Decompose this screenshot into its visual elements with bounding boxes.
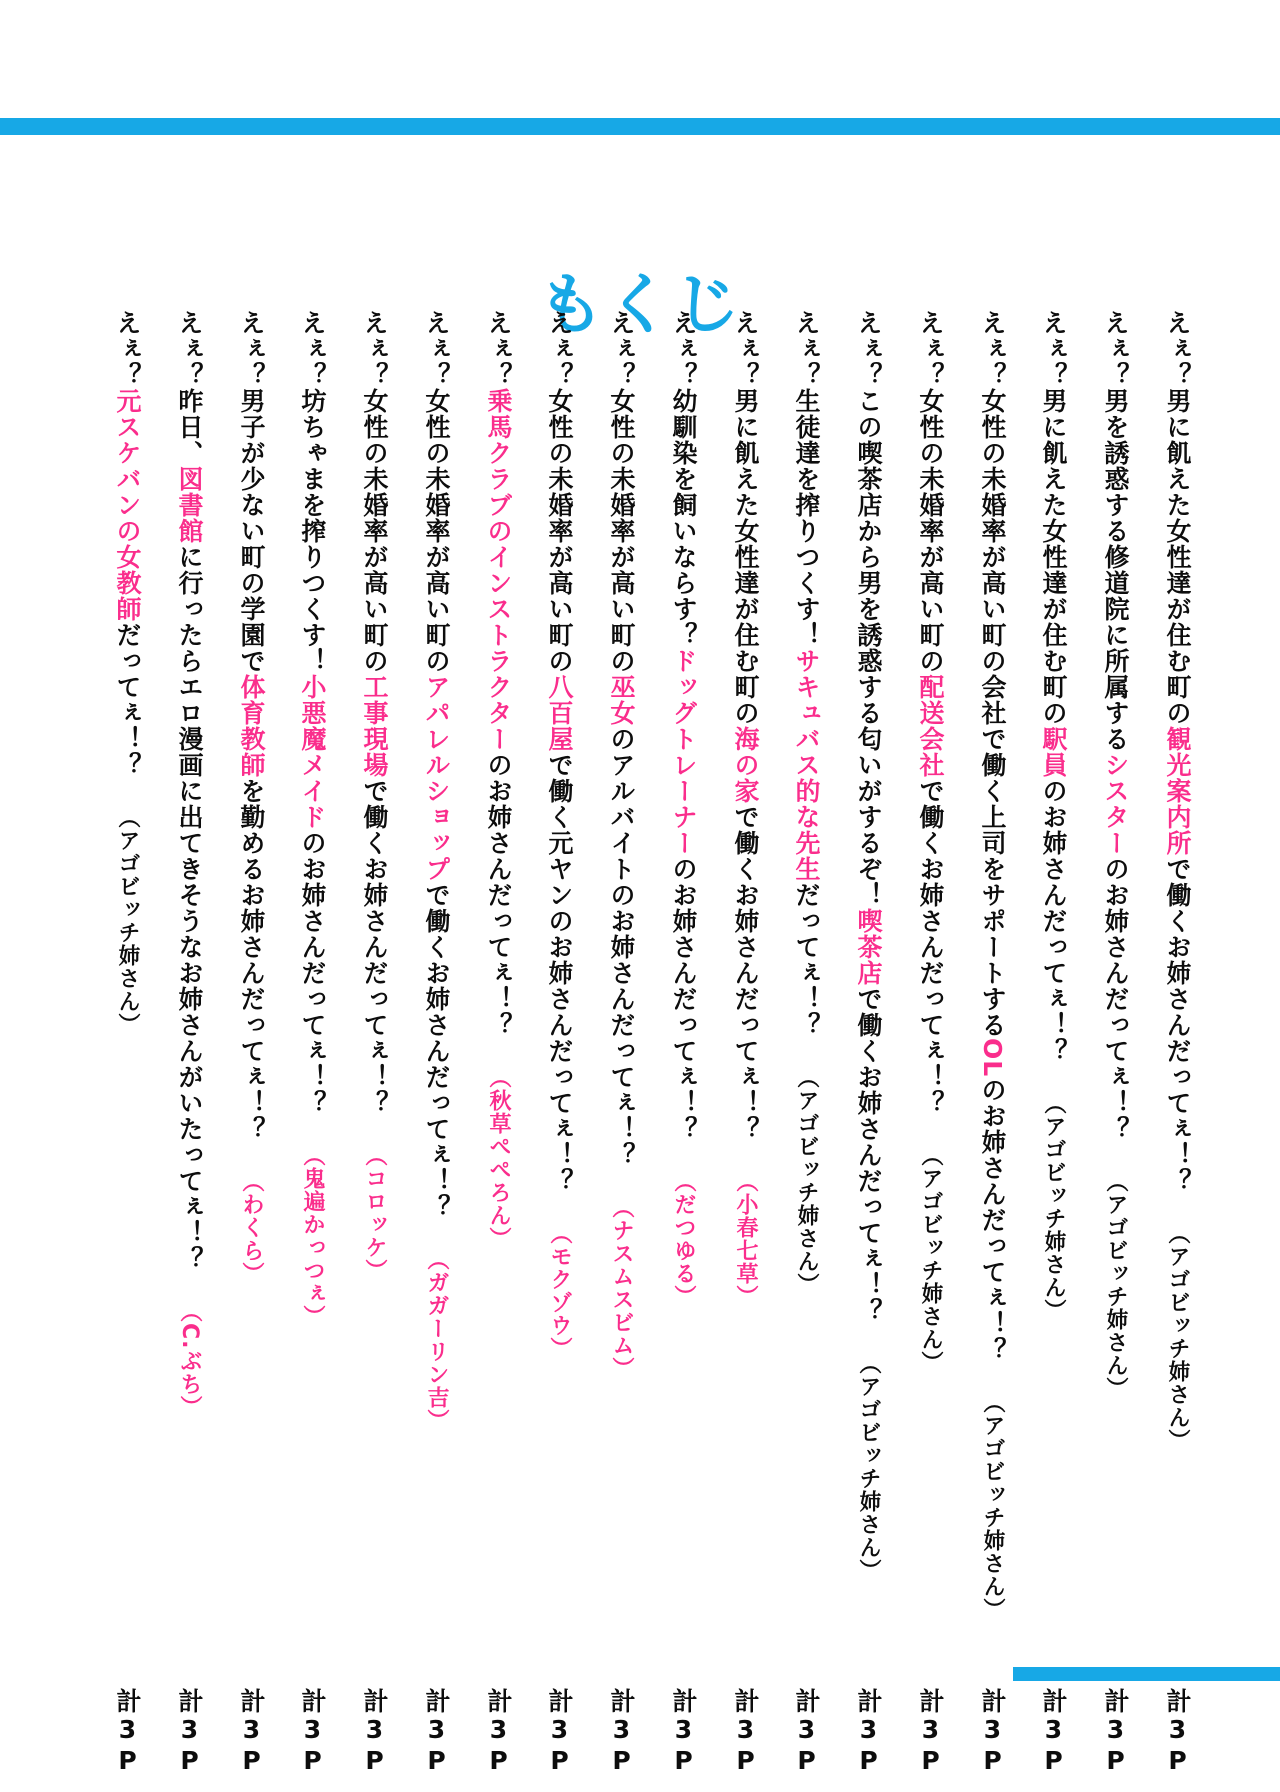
page-count: 計3P (916, 1688, 945, 1777)
entry-text: で働くお姉さんだってぇ！？ (916, 778, 945, 1116)
entry-text: のお姉さんだってぇ！？ (669, 856, 698, 1142)
entry-text: だってぇ！？ (792, 882, 821, 1038)
entry-text: のアルバイトのお姉さんだってぇ！？ (607, 726, 636, 1168)
toc-entry (851, 310, 881, 1710)
page-count: 計3P (669, 1688, 698, 1777)
toc-entry (1098, 310, 1128, 1710)
entry-text: えぇ？男に飢えた女性達が住む町の (731, 310, 760, 726)
entry-text: のお姉さんだってぇ！？ (298, 830, 327, 1116)
toc-entry (975, 310, 1005, 1710)
entry-text: えぇ？昨日、 (175, 310, 204, 466)
entry-text: えぇ？女性の未婚率が高い町の (607, 310, 636, 674)
entry-author-credit: （鬼遍かっつぇ） (300, 1144, 325, 1328)
entry-author-credit: （ガガーリン吉） (424, 1248, 449, 1432)
page-count: 計3P (237, 1688, 266, 1777)
entry-text: えぇ？男に飢えた女性達が住む町の (1039, 310, 1068, 726)
entry-author-credit: （アゴビッチ姉さん） (794, 1066, 819, 1296)
page-count: 計3P (298, 1688, 327, 1777)
toc-entry (234, 310, 264, 1710)
page-count: 計3P (175, 1688, 204, 1777)
entry-author-credit: （ナスムスビム） (609, 1196, 634, 1380)
entry-text: えぇ？男に飢えた女性達が住む町の (1163, 310, 1192, 726)
entry-highlight: 工事現場 (360, 674, 389, 778)
entry-highlight: 駅員 (1039, 726, 1068, 778)
entry-text: のお姉さんだってぇ！？ (484, 752, 513, 1038)
entry-highlight: 観光案内所 (1163, 726, 1192, 856)
page-count: 計3P (1039, 1688, 1068, 1777)
entry-highlight: サキュバス的な先生 (792, 648, 821, 882)
entry-text: で働くお姉さんだってぇ！？ (422, 882, 451, 1220)
entry-text: えぇ？女性の未婚率が高い町の (360, 310, 389, 674)
entry-text: で働くお姉さんだってぇ！？ (854, 986, 883, 1324)
entry-highlight: 体育教師 (237, 674, 266, 778)
top-rule-bar (0, 118, 1280, 135)
entry-highlight: 小悪魔メイド (298, 674, 327, 830)
entry-author-credit: （モクゾウ） (547, 1222, 572, 1360)
entry-text: のお姉さんだってぇ！？ (1039, 778, 1068, 1064)
toc-entry (295, 310, 325, 1710)
entry-text: えぇ？女性の未婚率が高い町の (422, 310, 451, 674)
toc-entry (542, 310, 572, 1710)
entry-highlight: 巫女 (607, 674, 636, 726)
entry-highlight: 海の家 (731, 726, 760, 804)
bottom-rule-bar (1013, 1667, 1280, 1681)
entry-text: を勤めるお姉さんだってぇ！？ (237, 778, 266, 1142)
entry-author-credit: （だつゆる） (671, 1170, 696, 1308)
entry-text: えぇ？幼馴染を飼いならす？ (669, 310, 698, 648)
entry-text: のお姉さんだってぇ！？ (978, 1077, 1007, 1364)
entry-author-credit: （小春七草） (733, 1170, 758, 1308)
entry-highlight: 配送会社 (916, 674, 945, 778)
entry-highlight: アパレルショップ (422, 674, 451, 882)
entry-author-credit: （アゴビッチ姉さん） (1041, 1092, 1066, 1322)
page-title: もくじ (538, 266, 742, 344)
page-count: 計3P (484, 1688, 513, 1777)
toc-entry (666, 310, 696, 1710)
entry-text: のお姉さんだってぇ！？ (1101, 856, 1130, 1142)
page-count: 計3P (113, 1688, 142, 1777)
entry-highlight: 乗馬クラブのインストラクター (484, 388, 513, 752)
entry-author-credit: （アゴビッチ姉さん） (1103, 1170, 1128, 1400)
page-count: 計3P (545, 1688, 574, 1777)
entry-text: えぇ？男を誘惑する修道院に所属する (1101, 310, 1130, 752)
entry-text: えぇ？ (484, 310, 513, 388)
page-count: 計3P (1101, 1688, 1130, 1777)
page-count: 計3P (1163, 1688, 1192, 1777)
toc-entry (1036, 310, 1066, 1710)
page-count: 計3P (360, 1688, 389, 1777)
entry-text: で働くお姉さんだってぇ！？ (360, 778, 389, 1116)
entry-author-credit: （アゴビッチ姉さん） (980, 1391, 1005, 1622)
toc-entry (604, 310, 634, 1710)
entry-author-credit: （アゴビッチ姉さん） (918, 1144, 943, 1374)
toc-entry (913, 310, 943, 1710)
entry-text: えぇ？坊ちゃまを搾りつくす！ (298, 310, 327, 674)
entry-text: で働くお姉さんだってぇ！？ (731, 804, 760, 1142)
entry-text: えぇ？女性の未婚率が高い町の (916, 310, 945, 674)
page-count: 計3P (978, 1688, 1007, 1777)
entry-highlight: OL (978, 1038, 1007, 1078)
entry-text: に行ったらエロ漫画に出てきそうなお姉さんがいたってぇ！？ (175, 544, 204, 1272)
entry-text: えぇ？ (113, 310, 142, 388)
page-count: 計3P (731, 1688, 760, 1777)
entry-text: えぇ？この喫茶店から男を誘惑する匂いがするぞ！ (854, 310, 883, 908)
toc-entry (357, 310, 387, 1710)
entry-text: で働くお姉さんだってぇ！？ (1163, 856, 1192, 1194)
entry-author-credit: （アゴビッチ姉さん） (1165, 1222, 1190, 1452)
entry-author-credit: （アゴビッチ姉さん） (856, 1352, 881, 1582)
toc-entry (172, 310, 202, 1710)
entry-text: えぇ？男子が少ない町の学園で (237, 310, 266, 674)
toc-entry (728, 310, 758, 1710)
entry-text: で働く元ヤンのお姉さんだってぇ！？ (545, 752, 574, 1194)
page-count: 計3P (854, 1688, 883, 1777)
entry-author-credit: （わくら） (239, 1170, 264, 1285)
entry-text: えぇ？女性の未婚率が高い町の会社で働く上司をサポートする (978, 310, 1007, 1038)
page-count: 計3P (792, 1688, 821, 1777)
entry-text: えぇ？女性の未婚率が高い町の (545, 310, 574, 674)
toc-entry (419, 310, 449, 1710)
entry-highlight: シスター (1101, 752, 1130, 856)
entry-text: えぇ？生徒達を搾りつくす！ (792, 310, 821, 648)
toc-entry (110, 310, 140, 1710)
entry-highlight: 喫茶店 (854, 908, 883, 986)
toc-entry (481, 310, 511, 1710)
page-count: 計3P (422, 1688, 451, 1777)
entry-author-credit: （C.ぶち） (177, 1300, 202, 1419)
entry-highlight: 図書館 (175, 466, 204, 544)
entry-author-credit: （秋草ぺぺろん） (486, 1066, 511, 1250)
page-count: 計3P (607, 1688, 636, 1777)
entry-highlight: 八百屋 (545, 674, 574, 752)
toc-entry (1160, 310, 1190, 1710)
entry-author-credit: （アゴビッチ姉さん） (115, 806, 140, 1036)
entry-text: だってぇ！？ (113, 622, 142, 778)
entry-highlight: ドッグトレーナー (669, 648, 698, 856)
toc-entry (789, 310, 819, 1710)
entry-highlight: 元スケバンの女教師 (113, 388, 142, 622)
entry-author-credit: （コロッケ） (362, 1144, 387, 1282)
